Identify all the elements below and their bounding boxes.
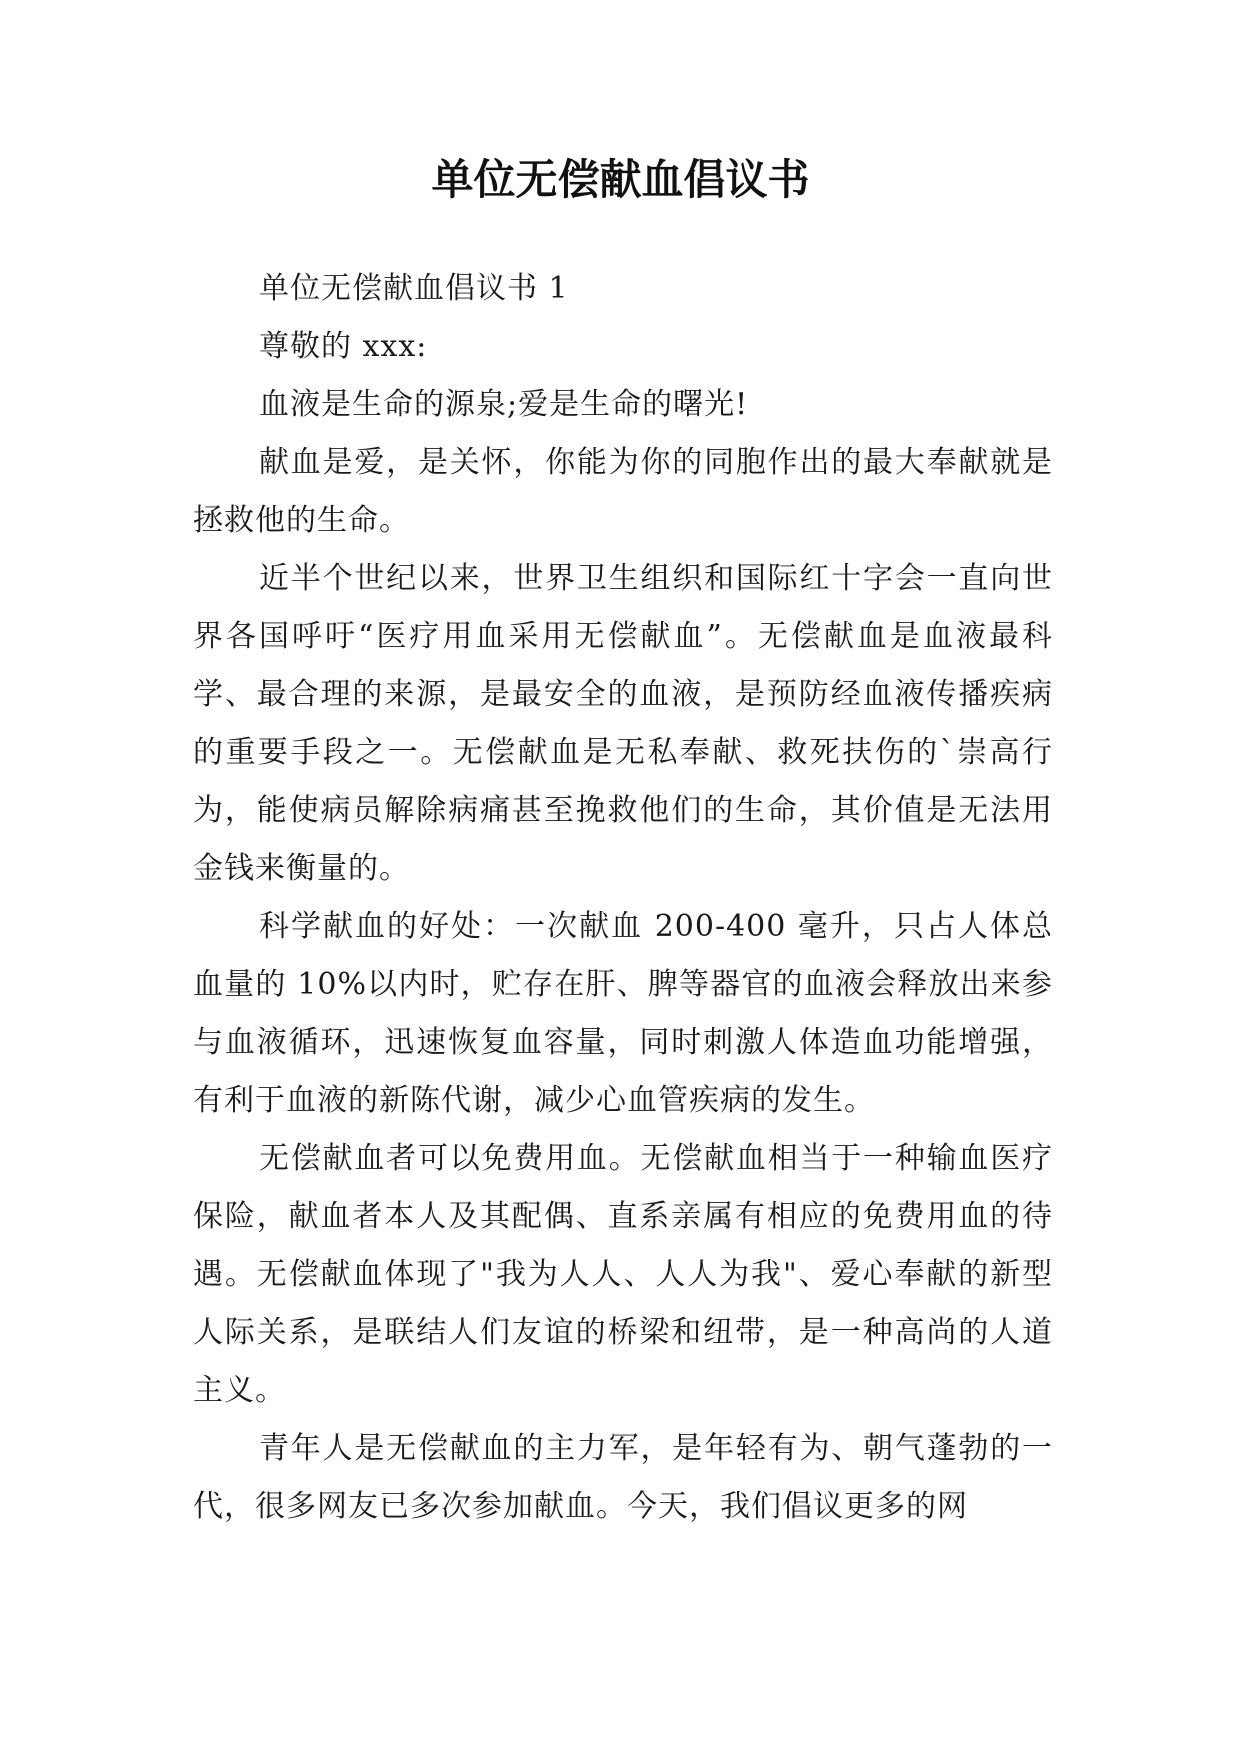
document-body (193, 260, 1053, 1536)
body-paragraph: 青年人是无偿献血的主力军，是年轻有为、朝气蓬勃的一代，很多网友已多次参加献血。今天，我们倡议更多的网 (193, 1431, 1053, 1524)
body-paragraph: 献血是爱，是关怀，你能为你的同胞作出的最大奉献就是拯救他的生命。 (193, 445, 1053, 538)
document-title: 单位无偿献血倡议书 (431, 155, 810, 204)
subtitle-paragraph: 单位无偿献血倡议书 1 (259, 271, 569, 306)
body-paragraph: 近半个世纪以来，世界卫生组织和国际红十字会一直向世界各国呼吁“医疗用血采用无偿献血”。无偿献血是血液最科学、最合理的来源，是最安全的血液，是预防经血液传播疾病的重要手段之一。无偿献血是无私奉献、救死扶伤的`崇高行为，能使病员解除病痛甚至挽救他们的生命，其价值是无法用金钱来衡量的。 (193, 561, 1053, 886)
body-paragraph: 血液是生命的源泉;爱是生命的曙光! (259, 387, 749, 422)
body-paragraph: 无偿献血者可以免费用血。无偿献血相当于一种输血医疗保险，献血者本人及其配偶、直系亲属有相应的免费用血的待遇。无偿献血体现了"我为人人、人人为我"、爱心奉献的新型人际关系，是联结人们友谊的桥梁和纽带，是一种高尚的人道主义。 (193, 1141, 1053, 1408)
body-paragraph: 科学献血的好处：一次献血 200-400 毫升，只占人体总血量的 10%以内时，贮存在肝、脾等器官的血液会释放出来参与血液循环，迅速恢复血容量，同时刺激人体造血功能增强，有利于血液的新陈代谢，减少心血管疾病的发生。 (193, 909, 1053, 1118)
salutation-paragraph: 尊敬的 xxx: (259, 329, 428, 364)
